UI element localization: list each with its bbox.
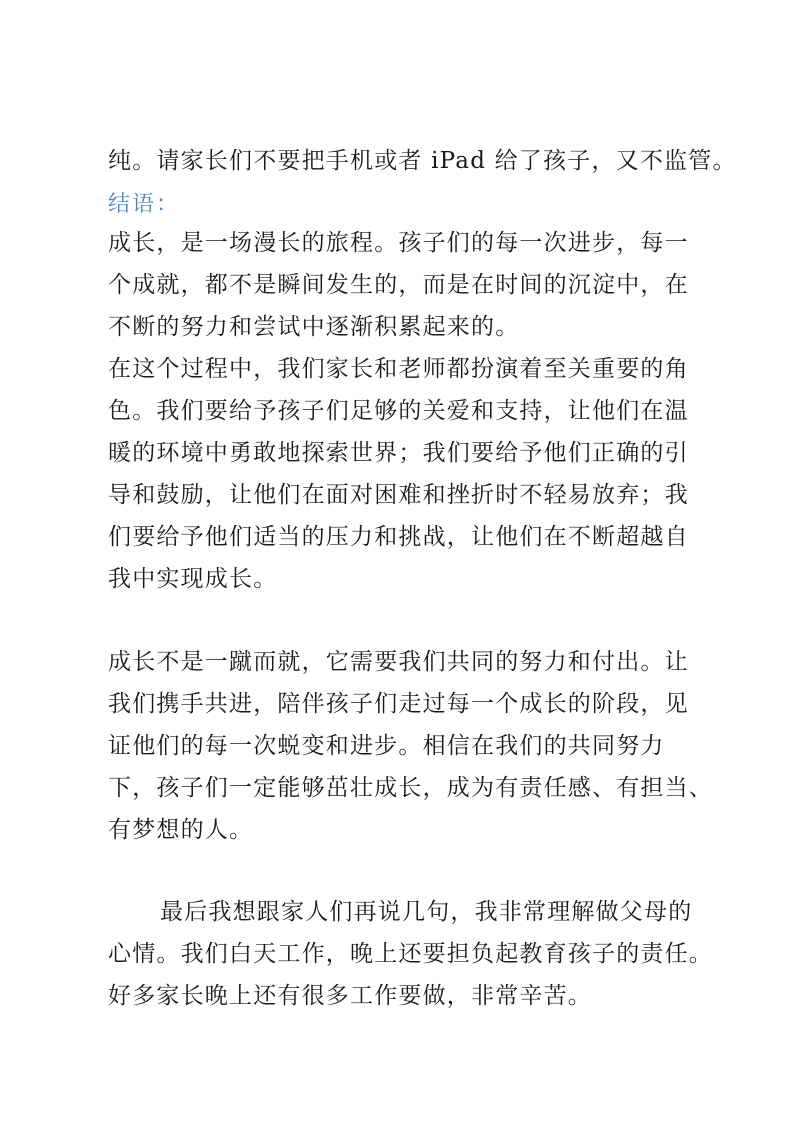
paragraph3-line: 有梦想的人。 (108, 817, 254, 843)
paragraph3-line: 下，孩子们一定能够茁壮成长，成为有责任感、有担当、 (108, 775, 713, 801)
conclusion-heading: 结语： (108, 192, 181, 217)
paragraph2-line: 们要给予他们适当的压力和挑战，让他们在不断超越自 (108, 524, 689, 550)
paragraph3-line: 证他们的每一次蜕变和进步。相信在我们的共同努力 (108, 733, 665, 759)
paragraph1-line: 个成就，都不是瞬间发生的，而是在时间的沉淀中，在 (108, 272, 689, 298)
paragraph2-line: 暖的环境中勇敢地探索世界；我们要给予他们正确的引 (108, 440, 689, 466)
paragraph4-line: 好多家长晚上还有很多工作要做，非常辛苦。 (108, 983, 592, 1009)
paragraph2-line: 色。我们要给予孩子们足够的关爱和支持，让他们在温 (108, 398, 689, 424)
paragraph3-line: 成长不是一蹴而就，它需要我们共同的努力和付出。让 (108, 649, 689, 675)
paragraph2-line: 导和鼓励，让他们在面对困难和挫折时不轻易放弃；我 (108, 482, 689, 508)
paragraph4-line: 心情。我们白天工作，晚上还要担负起教育孩子的责任。 (108, 941, 713, 967)
paragraph1-line: 成长，是一场漫长的旅程。孩子们的每一次进步，每一 (108, 230, 689, 256)
paragraph1-line: 不断的努力和尝试中逐渐积累起来的。 (108, 314, 520, 340)
intro-line: 纯。请家长们不要把手机或者 iPad 给了孩子，又不监管。 (108, 148, 737, 174)
paragraph2-line: 在这个过程中，我们家长和老师都扮演着至关重要的角 (108, 356, 689, 382)
paragraph4-line: 最后我想跟家人们再说几句，我非常理解做父母的 (160, 899, 693, 925)
paragraph2-line: 我中实现成长。 (108, 566, 278, 592)
paragraph3-line: 我们携手共进，陪伴孩子们走过每一个成长的阶段，见 (108, 691, 689, 717)
